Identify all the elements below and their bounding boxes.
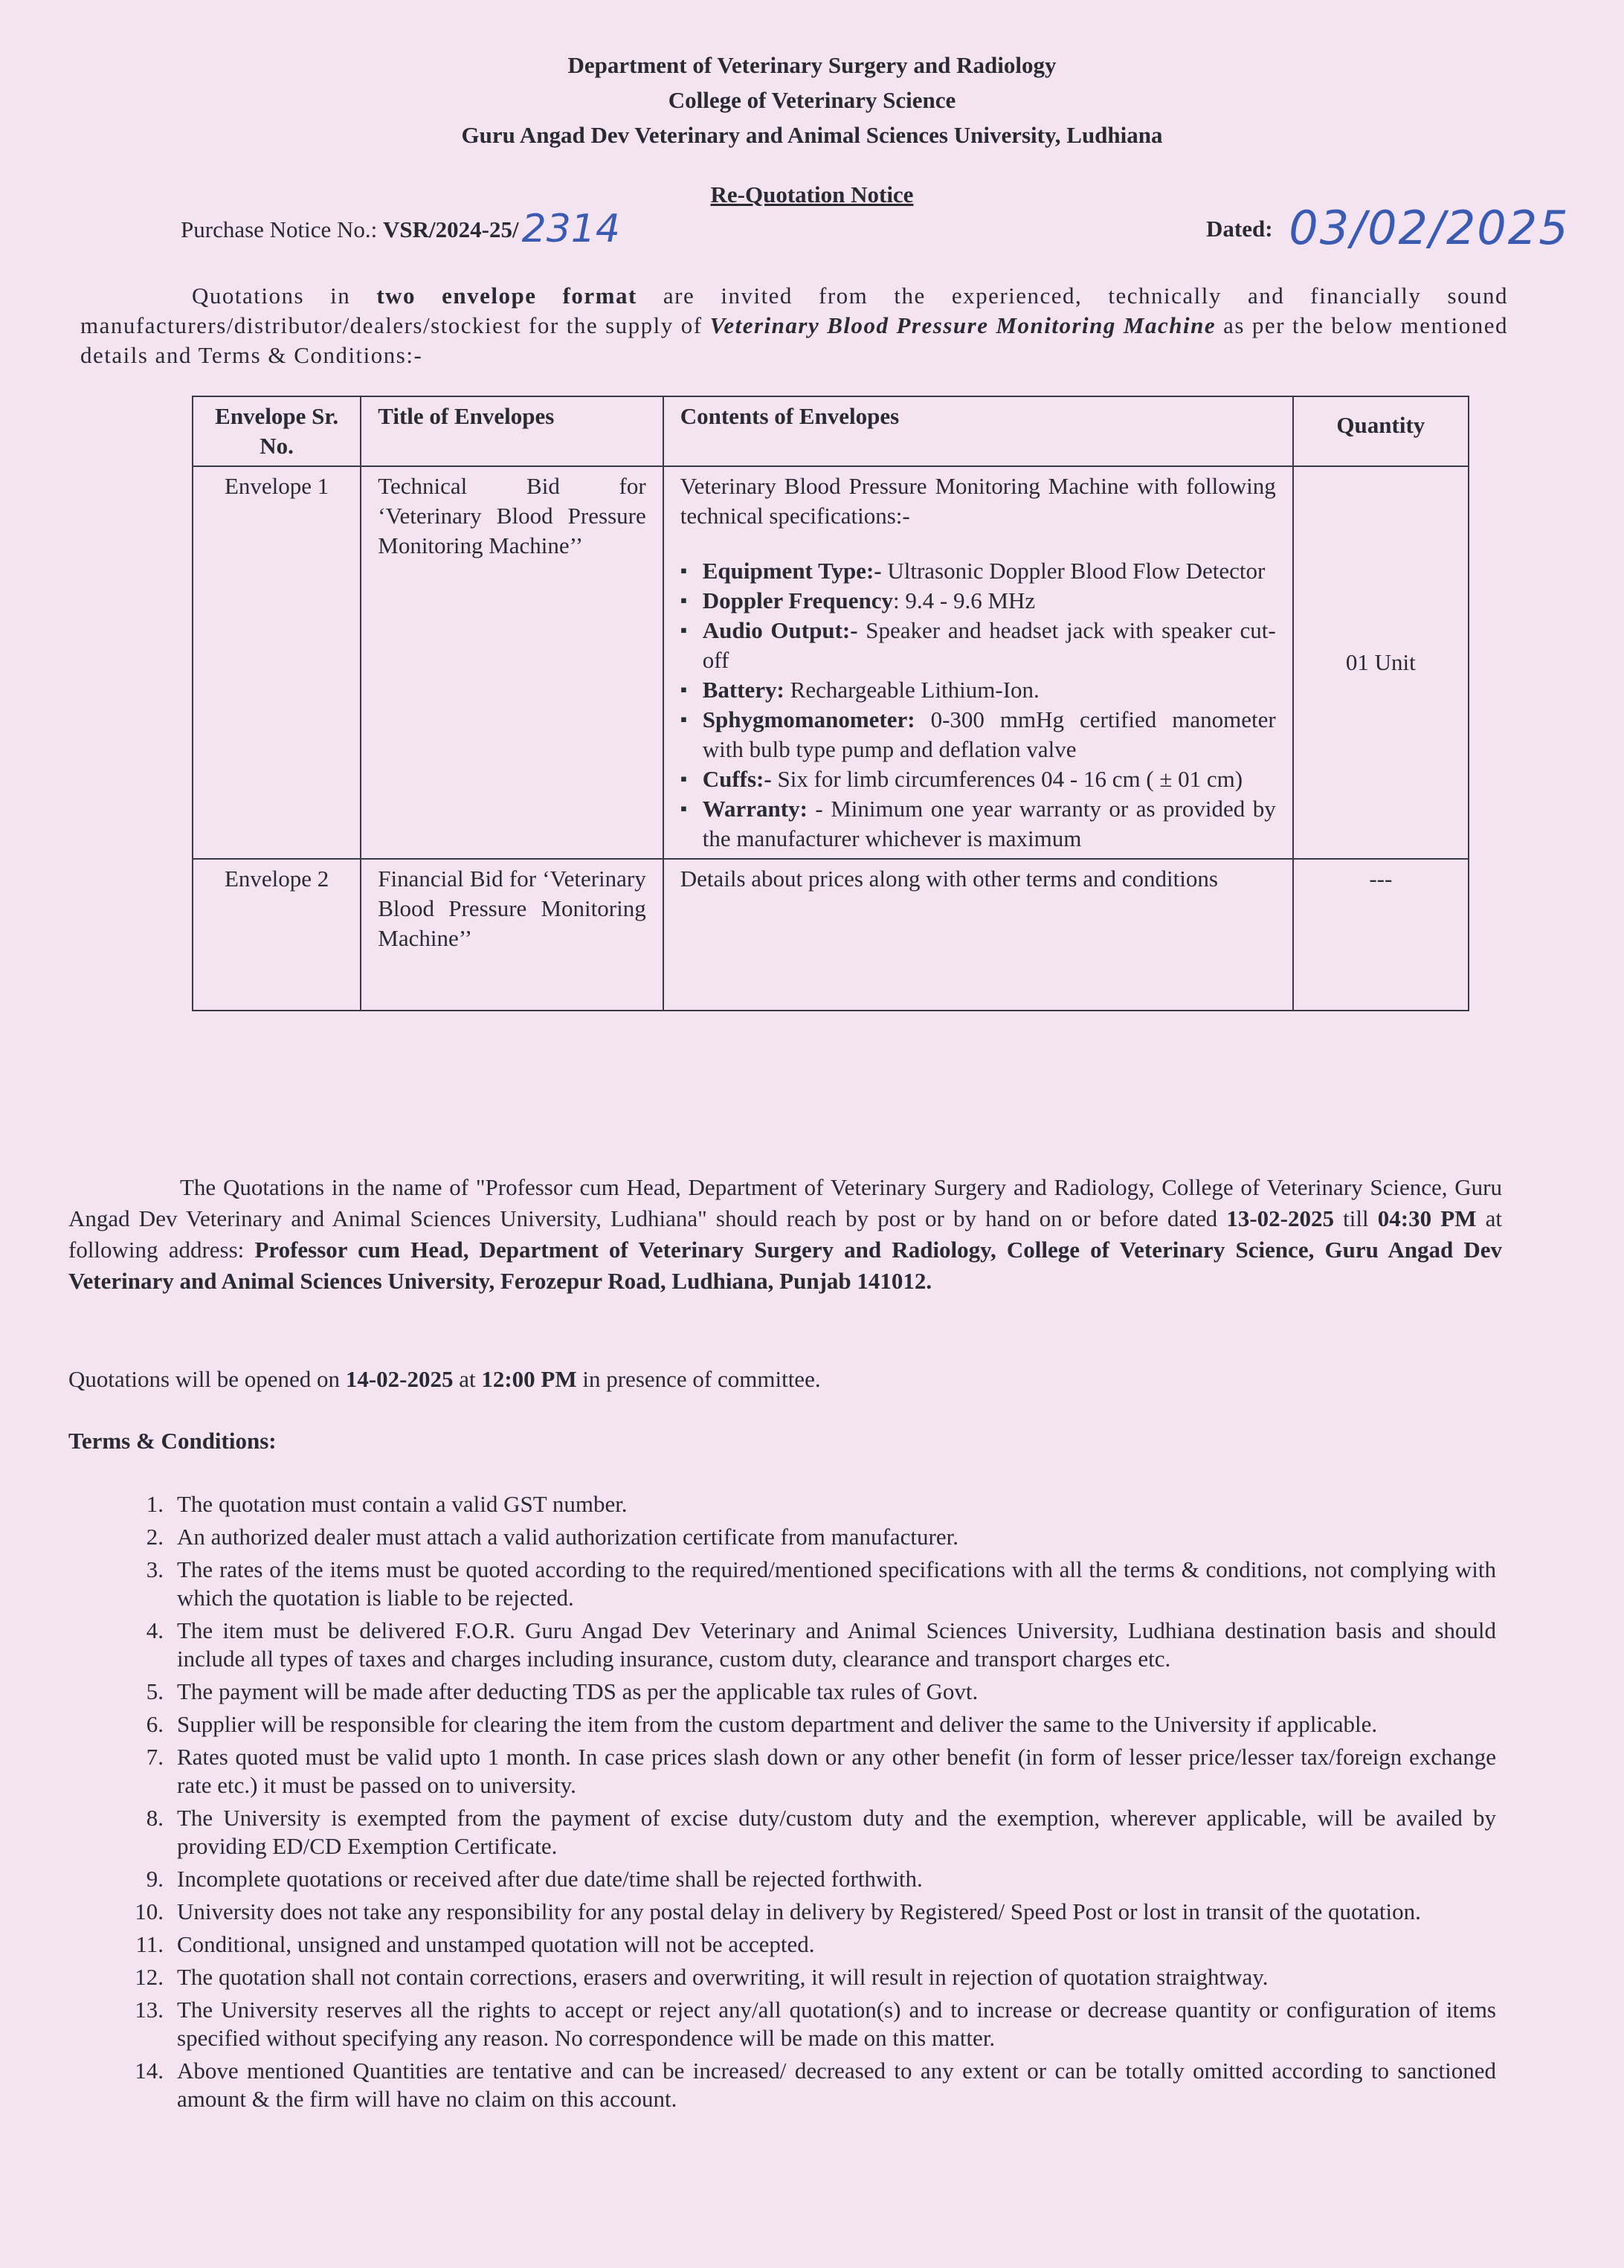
header-sr-no: Envelope Sr. No. xyxy=(193,396,361,466)
opening-text-2: at xyxy=(453,1366,482,1392)
intro-text-3: as per the below mentioned details and Terms & Conditions:- xyxy=(80,312,1508,368)
row1-quantity: 01 Unit xyxy=(1293,466,1469,859)
list-item: ▪ Warranty: - Minimum one year warranty or as provided by the manufacturer whichever is maximum xyxy=(703,794,1276,854)
list-item: 9. Incomplete quotations or received after due date/time shall be rejected forthwith. xyxy=(146,1866,923,1892)
submission-date: 13-02-2025 xyxy=(1226,1205,1334,1231)
opening-text-3: in presence of committee. xyxy=(576,1366,821,1392)
header-contents: Contents of Envelopes xyxy=(663,396,1293,466)
spec-list xyxy=(680,556,1276,854)
list-item: ▪ Cuffs:- Six for limb circumferences 04 - 16 cm ( ± 01 cm) xyxy=(703,764,1276,794)
list-item: 8. The University is exempted from the payment of excise duty/custom duty and the exemption, wherever applicable, will be availed by providing ED/CD Exemption Certificate. xyxy=(146,1805,1496,1859)
purchase-notice-label: Purchase Notice No.: xyxy=(181,216,378,242)
college-name: College of Veterinary Science xyxy=(668,87,956,113)
opening-paragraph xyxy=(68,1364,1502,1395)
list-item: 3. The rates of the items must be quoted according to the required/mentioned specifications with all the terms & conditions, not complying with which the quotation is liable to be rejected. xyxy=(146,1556,1496,1611)
list-item: 1. The quotation must contain a valid GST number. xyxy=(146,1491,628,1517)
list-item: 10. University does not take any responsibility for any postal delay in delivery by Registered/ Speed Post or lost in transit of the quotation. xyxy=(135,1898,1421,1924)
row2-sr: Envelope 2 xyxy=(193,859,361,1011)
opening-time: 12:00 PM xyxy=(481,1366,577,1392)
list-item: 6. Supplier will be responsible for clearing the item from the custom department and deliver the same to the University if applicable. xyxy=(146,1711,1378,1737)
intro-paragraph xyxy=(80,281,1508,370)
terms-list xyxy=(68,1490,1496,2118)
list-item: 5. The payment will be made after deducting TDS as per the applicable tax rules of Govt. xyxy=(146,1678,979,1704)
intro-item-name: Veterinary Blood Pressure Monitoring Machine xyxy=(709,312,1217,338)
list-item: 14. Above mentioned Quantities are tentative and can be increased/ decreased to any extent or can be totally omitted according to sanctioned amount & the firm will have no claim on this account. xyxy=(135,2058,1496,2112)
handwritten-notice-number: 2314 xyxy=(521,207,620,251)
row1-sr: Envelope 1 xyxy=(193,466,361,859)
envelope-table xyxy=(192,396,1469,1011)
row1-title: Technical Bid for ‘Veterinary Blood Pressure Monitoring Machine’’ xyxy=(361,466,663,859)
intro-text-1: Quotations in xyxy=(192,283,377,309)
list-item: ▪ Audio Output:- Speaker and headset jack with speaker cut-off xyxy=(703,616,1276,675)
list-item: ▪ Equipment Type:- Ultrasonic Doppler Blood Flow Detector xyxy=(703,556,1276,586)
dated-field xyxy=(1206,201,1570,255)
submission-paragraph xyxy=(68,1172,1502,1297)
submission-text-2: till xyxy=(1334,1205,1378,1231)
row2-contents: Details about prices along with other terms and conditions xyxy=(663,859,1293,1011)
opening-text-1: Quotations will be opened on xyxy=(68,1366,346,1392)
university-name: Guru Angad Dev Veterinary and Animal Sciences University, Ludhiana xyxy=(461,122,1163,148)
intro-bold: two envelope format xyxy=(376,283,637,309)
opening-date: 14-02-2025 xyxy=(345,1366,454,1392)
header-quantity: Quantity xyxy=(1293,396,1469,466)
list-item: ▪ Doppler Frequency: 9.4 - 9.6 MHz xyxy=(703,586,1276,616)
list-item: ▪ Battery: Rechargeable Lithium-Ion. xyxy=(703,675,1276,705)
purchase-notice-prefix: VSR/2024-25/ xyxy=(383,216,519,242)
list-item: 2. An authorized dealer must attach a valid authorization certificate from manufacturer. xyxy=(146,1524,958,1550)
dated-label: Dated: xyxy=(1206,216,1273,242)
list-item: ▪ Sphygmomanometer: 0-300 mmHg certified manometer with bulb type pump and deflation valve xyxy=(703,705,1276,764)
submission-time: 04:30 PM xyxy=(1377,1205,1477,1231)
notice-title: Re-Quotation Notice xyxy=(710,181,914,207)
row2-quantity: --- xyxy=(1293,859,1469,1011)
list-item: 12. The quotation shall not contain corrections, erasers and overwriting, it will result in rejection of quotation straightway. xyxy=(135,1964,1269,1990)
intro-text-2: are invited from the experienced, technically and financially sound manufacturers/distributor/dealers/stockiest for the supply of xyxy=(80,283,1509,338)
table-row xyxy=(193,466,1469,859)
list-item: 11. Conditional, unsigned and unstamped quotation will not be accepted. xyxy=(135,1931,815,1957)
list-item: 7. Rates quoted must be valid upto 1 month. In case prices slash down or any other benefit (in form of lesser price/lesser tax/foreign exchange rate etc.) it must be passed on to university. xyxy=(146,1744,1496,1798)
department-name: Department of Veterinary Surgery and Radiology xyxy=(567,52,1057,78)
row1-contents xyxy=(663,466,1293,859)
submission-address: Professor cum Head, Department of Veterinary Surgery and Radiology, College of Veterinary Science, Guru Angad Dev Veterinary and Animal Sciences University, Ferozepur Road, Ludhiana, Punjab 141012. xyxy=(68,1237,1502,1294)
row1-contents-intro: Veterinary Blood Pressure Monitoring Machine with following technical specifications:- xyxy=(680,473,1276,529)
header-title: Title of Envelopes xyxy=(361,396,663,466)
list-item: 13. The University reserves all the rights to accept or reject any/all quotation(s) and to increase or decrease quantity or configuration of items specified without specifying any reason. No correspondence will be made on this matter. xyxy=(135,1997,1496,2051)
table-row xyxy=(193,859,1469,1011)
table-header-row xyxy=(193,396,1469,466)
submission-text-1: The Quotations in the name of "Professor cum Head, Department of Veterinary Surgery and Radiology, College of Veterinary Science, Guru Angad Dev Veterinary and Animal Sciences University, Ludhiana" should reach by post or by hand on or before dated xyxy=(68,1174,1502,1231)
purchase-notice-number xyxy=(181,207,620,251)
row2-title: Financial Bid for ‘Veterinary Blood Pressure Monitoring Machine’’ xyxy=(361,859,663,1011)
handwritten-date: 03/02/2025 xyxy=(1289,201,1570,255)
submission-text-3: at following address: xyxy=(68,1205,1503,1263)
terms-heading: Terms & Conditions: xyxy=(68,1428,277,1454)
list-item: 4. The item must be delivered F.O.R. Guru Angad Dev Veterinary and Animal Sciences University, Ludhiana destination basis and should include all types of taxes and charges including insurance, custom duty, clearance and transport charges etc. xyxy=(146,1617,1496,1672)
